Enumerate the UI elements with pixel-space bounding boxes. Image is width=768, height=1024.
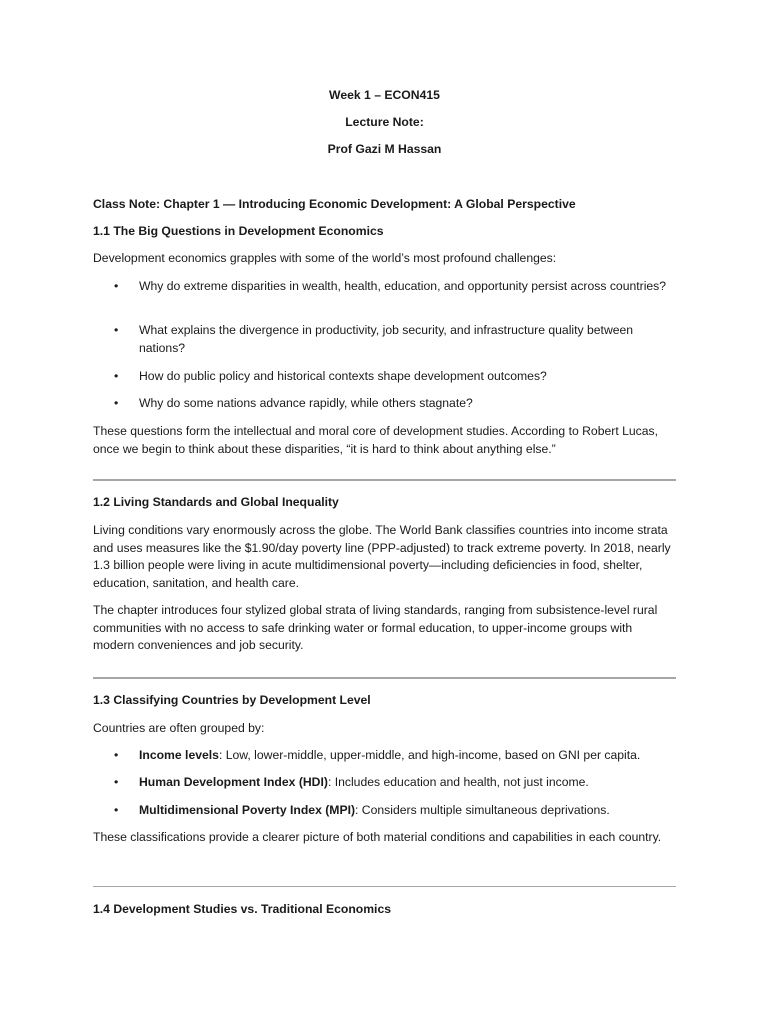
section-1-4-heading: 1.4 Development Studies vs. Traditional Economics — [93, 902, 392, 916]
week-title: Week 1 – ECON415 — [329, 88, 440, 102]
section-1-1-heading: 1.1 The Big Questions in Development Economics — [93, 224, 384, 238]
list-item-description: : Considers multiple simultaneous deprivations. — [355, 803, 610, 817]
class-note-title: Class Note: Chapter 1 — Introducing Economic Development: A Global Perspective — [93, 197, 576, 211]
list-item-text: How do public policy and historical contexts shape development outcomes? — [139, 369, 547, 383]
bullet-icon: • — [114, 775, 119, 789]
section-1-2-paragraph-2: The chapter introduces four stylized global strata of living standards, ranging from subsistence-level rural communities with no access to safe drinking water or formal education, to upper-income groups with modern conveniences and job security. — [93, 603, 658, 652]
section-1-3-closing: These classifications provide a clearer picture of both material conditions and capabilities in each country. — [93, 830, 662, 844]
list-item-text — [139, 802, 676, 820]
list-item-description: : Includes education and health, not just income. — [327, 775, 589, 789]
list-item-text: Why do some nations advance rapidly, while others stagnate? — [139, 396, 473, 410]
section-1-1-closing: These questions form the intellectual and moral core of development studies. According to Robert Lucas, once we begin to think about these disparities, “it is hard to think about anything else.” — [93, 424, 658, 456]
list-item-description: : Low, lower-middle, upper-middle, and high-income, based on GNI per capita. — [218, 748, 641, 762]
section-1-1-intro: Development economics grapples with some of the world’s most profound challenges: — [93, 251, 557, 265]
section-1-3-intro: Countries are often grouped by: — [93, 721, 265, 735]
bullet-icon: • — [114, 396, 119, 410]
list-item-term: Human Development Index (HDI) — [139, 775, 328, 789]
professor-name: Prof Gazi M Hassan — [327, 142, 442, 156]
section-divider — [93, 886, 676, 887]
list-item-term: Income levels — [139, 748, 219, 762]
list-item-text: Why do extreme disparities in wealth, health, education, and opportunity persist across countries? — [139, 279, 667, 293]
bullet-icon: • — [114, 803, 119, 817]
section-1-3-heading: 1.3 Classifying Countries by Development Level — [93, 693, 371, 707]
section-1-2-paragraph-1: Living conditions vary enormously across the globe. The World Bank classifies countries into income strata and uses measures like the $1.90/day poverty line (PPP-adjusted) to track extreme poverty. In 2018, nearly 1.3 billion people were living in acute multidimensional poverty—including deficiencies in food, shelter, education, sanitation, and health care. — [93, 523, 671, 590]
bullet-icon: • — [114, 369, 119, 383]
list-item-text: What explains the divergence in productivity, job security, and infrastructure quality between nations? — [139, 323, 634, 355]
list-item-text — [139, 747, 676, 765]
section-1-2-heading: 1.2 Living Standards and Global Inequality — [93, 495, 339, 509]
bullet-icon: • — [114, 279, 119, 293]
bullet-icon: • — [114, 323, 119, 337]
bullet-icon: • — [114, 748, 119, 762]
section-divider — [93, 677, 676, 679]
list-item-text — [139, 774, 676, 792]
section-divider — [93, 479, 676, 481]
list-item-term: Multidimensional Poverty Index (MPI) — [139, 803, 356, 817]
lecture-title: Lecture Note: — [345, 115, 424, 129]
